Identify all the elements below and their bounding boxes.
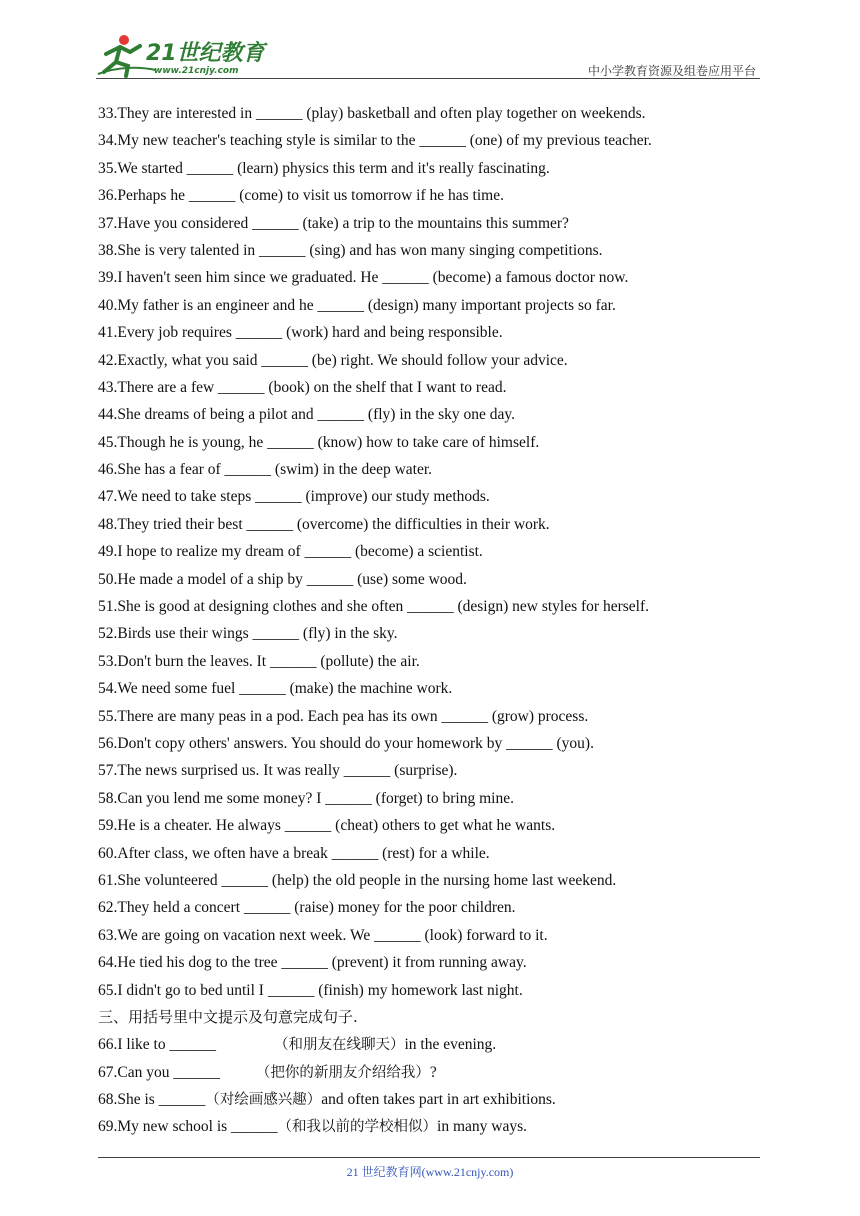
question-text: We need some fuel ______ (make) the machine work. <box>117 680 453 698</box>
question-number: 64. <box>98 954 118 972</box>
question-text-after: ? <box>429 1063 437 1081</box>
question-text: My new teacher's teaching style is similar to the ______ (one) of my previous teacher. <box>117 132 652 150</box>
question-number: 54. <box>98 680 118 698</box>
question-text: Though he is young, he ______ (know) how to take care of himself. <box>117 433 540 451</box>
translation-item <box>98 1113 738 1140</box>
question-text: He is a cheater. He always ______ (cheat) others to get what he wants. <box>117 817 556 835</box>
question-text: The news surprised us. It was really ______ (surprise). <box>117 762 458 780</box>
section-heading: 三、用括号里中文提示及句意完成句子. <box>98 1007 358 1026</box>
question-item <box>98 538 738 565</box>
question-number: 40. <box>98 296 118 314</box>
question-text: They tried their best ______ (overcome) the difficulties in their work. <box>117 515 550 533</box>
question-item <box>98 127 738 154</box>
question-number: 39. <box>98 269 118 287</box>
logo <box>96 34 296 78</box>
question-list <box>98 100 738 1141</box>
question-number: 38. <box>98 241 118 259</box>
question-number: 61. <box>98 871 118 889</box>
question-number: 60. <box>98 844 118 862</box>
question-text: We started ______ (learn) physics this term and it's really fascinating. <box>117 159 550 177</box>
question-text: She is good at designing clothes and she often ______ (design) new styles for herself. <box>117 598 650 616</box>
question-item <box>98 703 738 730</box>
question-item <box>98 264 738 291</box>
question-text-after: and often takes part in art exhibitions. <box>321 1091 556 1109</box>
question-text-before: My new school is ______ <box>117 1118 278 1136</box>
question-text-after: in many ways. <box>437 1118 528 1136</box>
question-number: 50. <box>98 570 118 588</box>
question-text: Birds use their wings ______ (fly) in the sky. <box>117 625 398 643</box>
question-item <box>98 648 738 675</box>
question-number: 35. <box>98 159 118 177</box>
question-text: Perhaps he ______ (come) to visit us tomorrow if he has time. <box>117 187 504 205</box>
footer-text: 21 世纪教育网(www.21cnjy.com) <box>346 1165 514 1179</box>
question-item <box>98 812 738 839</box>
question-number: 68. <box>98 1091 118 1109</box>
logo-url: www.21cnjy.com <box>154 66 239 76</box>
question-item <box>98 949 738 976</box>
question-item <box>98 292 738 319</box>
question-number: 65. <box>98 981 118 999</box>
question-number: 66. <box>98 1036 118 1054</box>
question-item <box>98 840 738 867</box>
runner-logo-icon <box>96 34 296 78</box>
question-text: I hope to realize my dream of ______ (become) a scientist. <box>117 543 483 561</box>
question-text: I didn't go to bed until I ______ (finish) my homework last night. <box>117 981 523 999</box>
question-number: 46. <box>98 461 118 479</box>
question-number: 43. <box>98 378 118 396</box>
translation-item <box>98 1031 738 1058</box>
question-text: Exactly, what you said ______ (be) right. We should follow your advice. <box>117 351 568 369</box>
question-number: 58. <box>98 789 118 807</box>
question-item <box>98 210 738 237</box>
question-item <box>98 456 738 483</box>
question-text-before: She is ______ <box>117 1091 206 1109</box>
question-number: 55. <box>98 707 118 725</box>
question-number: 53. <box>98 652 118 670</box>
question-number: 42. <box>98 351 118 369</box>
question-text: She has a fear of ______ (swim) in the deep water. <box>117 461 433 479</box>
question-text: After class, we often have a break ______ (rest) for a while. <box>117 844 490 862</box>
question-item <box>98 757 738 784</box>
question-text: Don't copy others' answers. You should do your homework by ______ (you). <box>117 734 594 752</box>
question-text: She is very talented in ______ (sing) and has won many singing competitions. <box>117 241 603 259</box>
question-number: 59. <box>98 817 118 835</box>
question-number: 41. <box>98 324 118 342</box>
question-item <box>98 620 738 647</box>
question-number: 52. <box>98 625 118 643</box>
question-item <box>98 155 738 182</box>
question-text: They are interested in ______ (play) basketball and often play together on weekends. <box>117 105 646 122</box>
question-text: I haven't seen him since we graduated. He ______ (become) a famous doctor now. <box>117 269 629 287</box>
question-number: 45. <box>98 433 118 451</box>
question-text: He made a model of a ship by ______ (use) some wood. <box>117 570 467 588</box>
question-item <box>98 785 738 812</box>
question-text: Can you lend me some money? I ______ (forget) to bring mine. <box>117 789 514 807</box>
question-text: She dreams of being a pilot and ______ (fly) in the sky one day. <box>117 406 515 424</box>
question-item <box>98 319 738 346</box>
question-number: 44. <box>98 406 118 424</box>
chinese-hint: （对绘画感兴趣） <box>205 1092 322 1109</box>
chinese-hint: （把你的新朋友介绍给我） <box>255 1064 430 1081</box>
question-text: There are a few ______ (book) on the shelf that I want to read. <box>117 378 507 396</box>
question-item <box>98 922 738 949</box>
footer-divider <box>98 1157 760 1158</box>
question-number: 56. <box>98 734 118 752</box>
question-item <box>98 374 738 401</box>
question-number: 57. <box>98 762 118 780</box>
question-item <box>98 593 738 620</box>
page-header <box>96 34 760 80</box>
question-item <box>98 483 738 510</box>
question-text: Don't burn the leaves. It ______ (pollute) the air. <box>117 652 420 670</box>
translation-item <box>98 1086 738 1113</box>
logo-text: 21世纪教育 <box>146 41 265 66</box>
question-item <box>98 182 738 209</box>
question-number: 36. <box>98 187 118 205</box>
question-item <box>98 675 738 702</box>
question-text: She volunteered ______ (help) the old people in the nursing home last weekend. <box>117 871 617 889</box>
question-number: 34. <box>98 132 118 150</box>
translation-item <box>98 1059 738 1086</box>
question-item <box>98 237 738 264</box>
question-text: We need to take steps ______ (improve) our study methods. <box>117 488 490 506</box>
header-divider <box>96 78 760 79</box>
question-text: We are going on vacation next week. We ______ (look) forward to it. <box>117 926 548 944</box>
question-number: 62. <box>98 899 118 917</box>
question-text: There are many peas in a pod. Each pea has its own ______ (grow) process. <box>117 707 589 725</box>
question-text: Have you considered ______ (take) a trip to the mountains this summer? <box>117 214 569 232</box>
question-number: 63. <box>98 926 118 944</box>
question-item <box>98 100 738 127</box>
question-number: 67. <box>98 1063 118 1081</box>
question-number: 51. <box>98 598 118 616</box>
question-number: 37. <box>98 214 118 232</box>
question-text: He tied his dog to the tree ______ (prevent) it from running away. <box>117 954 527 972</box>
question-text-before: Can you ______ <box>117 1063 220 1081</box>
question-item <box>98 401 738 428</box>
question-number: 48. <box>98 515 118 533</box>
question-item <box>98 867 738 894</box>
question-item <box>98 429 738 456</box>
question-number: 69. <box>98 1118 118 1136</box>
header-platform-text: 中小学教育资源及组卷应用平台 <box>587 64 756 78</box>
question-item <box>98 347 738 374</box>
question-number: 47. <box>98 488 118 506</box>
question-item <box>98 894 738 921</box>
chinese-hint: （和朋友在线聊天） <box>273 1037 405 1054</box>
question-item <box>98 566 738 593</box>
question-text-after: in the evening. <box>404 1036 497 1054</box>
question-text: My father is an engineer and he ______ (design) many important projects so far. <box>117 296 616 314</box>
question-item <box>98 511 738 538</box>
question-text: They held a concert ______ (raise) money for the poor children. <box>117 899 516 917</box>
question-number: 49. <box>98 543 118 561</box>
question-text-before: I like to ______ <box>117 1036 216 1054</box>
question-text: Every job requires ______ (work) hard and being responsible. <box>117 324 503 342</box>
question-number: 33. <box>98 105 118 122</box>
question-item <box>98 730 738 757</box>
question-item <box>98 977 738 1004</box>
chinese-hint: （和我以前的学校相似） <box>277 1119 438 1136</box>
